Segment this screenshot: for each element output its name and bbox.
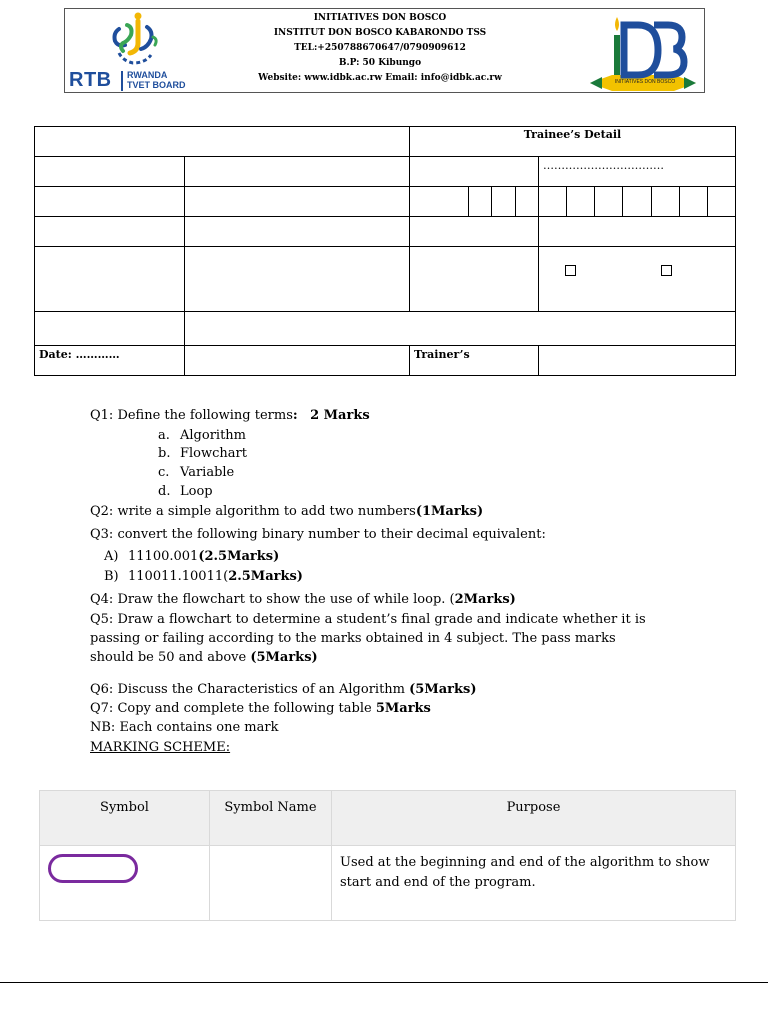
question-5-text-1: Q5: Draw a flowchart to determine a student’s final grade and indicate whether it is (90, 612, 646, 627)
trainer-cell (410, 346, 539, 376)
question-6 (90, 680, 476, 699)
question-5-text-3: should be 50 and above (90, 650, 251, 665)
note (90, 718, 278, 737)
item-marks: 2.5Marks) (228, 569, 303, 584)
list-item (158, 463, 234, 482)
table-cell[interactable] (35, 157, 185, 187)
table-cell (35, 127, 410, 157)
item-text: Variable (180, 465, 235, 480)
flowchart-symbol-table (39, 790, 736, 921)
item-letter: c. (158, 465, 170, 480)
rtb-subtitle (127, 70, 186, 90)
idb-logo (588, 11, 698, 91)
table-row (35, 157, 736, 187)
table-cell[interactable] (35, 312, 185, 346)
school-phone: TEL:+250788670647/0790909612 (294, 43, 466, 53)
org-name: INITIATIVES DON BOSCO (313, 13, 447, 23)
table-cell[interactable] (185, 187, 410, 217)
table-header-row (40, 791, 736, 846)
question-1 (90, 406, 370, 425)
question-1-marks: 2 Marks (310, 408, 370, 423)
digit-boxes-right[interactable] (539, 187, 736, 217)
trainer-signature-cell[interactable] (539, 346, 736, 376)
question-3 (90, 525, 546, 544)
question-2-marks: (1Marks) (415, 504, 484, 519)
purpose-cell: Used at the beginning and end of the algorithm to show start and end of the program. (332, 846, 736, 921)
table-cell[interactable] (185, 157, 410, 187)
question-2-text: Q2: write a simple algorithm to add two numbers (90, 504, 416, 519)
name-dots: …………………………… (543, 159, 664, 172)
list-item (158, 444, 247, 463)
item-text: 110011.10011( (128, 569, 229, 584)
footer-divider (0, 982, 768, 983)
list-item (158, 426, 246, 445)
checkbox-option-2[interactable] (661, 265, 672, 276)
table-cell[interactable] (35, 247, 185, 312)
trainee-detail-title (410, 127, 736, 157)
note-text: NB: Each contains one mark (90, 720, 279, 735)
column-header-purpose: Purpose (332, 791, 736, 846)
question-5-text-2: passing or failing according to the marks obtained in 4 subject. The pass marks (90, 631, 616, 646)
terminal-oval-icon (48, 854, 138, 883)
date-cell[interactable] (35, 346, 185, 376)
table-row (35, 127, 736, 157)
question-7 (90, 699, 431, 718)
school-po-box: B.P: 50 Kibungo (338, 58, 422, 68)
symbol-cell (40, 846, 210, 921)
question-5-line-1 (90, 610, 646, 629)
table-cell[interactable] (539, 217, 736, 247)
question-7-marks: 5Marks (375, 701, 431, 716)
table-cell[interactable] (410, 217, 539, 247)
table-cell[interactable] (185, 217, 410, 247)
document-header (64, 8, 705, 93)
rtb-gear-icon (105, 11, 165, 71)
table-row (35, 217, 736, 247)
question-2 (90, 502, 483, 521)
item-letter: a. (158, 428, 170, 443)
table-cell[interactable] (410, 157, 539, 187)
question-5-line-3 (90, 648, 318, 667)
item-letter: b. (158, 446, 171, 461)
table-cell[interactable] (185, 346, 410, 376)
rtb-sub-line-2: TVET BOARD (127, 80, 186, 90)
list-item (158, 482, 213, 501)
list-item (104, 567, 303, 586)
table-cell[interactable] (35, 187, 185, 217)
rtb-separator (121, 71, 123, 91)
table-cell[interactable] (35, 217, 185, 247)
item-marks: (2.5Marks) (198, 549, 280, 564)
trainee-detail-title-text: Trainee’s Detail (523, 128, 622, 141)
marking-scheme-heading (90, 738, 230, 757)
table-cell[interactable] (185, 247, 410, 312)
name-field-cell[interactable] (539, 157, 736, 187)
date-label: Date: ………… (39, 348, 120, 361)
column-header-symbol: Symbol (40, 791, 210, 846)
question-5-line-2 (90, 629, 616, 648)
question-3-text: Q3: convert the following binary number to their decimal equivalent: (90, 527, 546, 542)
school-web-email: Website: www.idbk.ac.rw Email: info@idbk.ac.rw (258, 73, 502, 83)
school-name: INSTITUT DON BOSCO KABARONDO TSS (273, 28, 487, 38)
trainer-label: Trainer’s (414, 348, 470, 361)
school-info (215, 11, 545, 86)
question-6-marks: (5Marks) (409, 682, 477, 697)
table-cell[interactable] (410, 247, 539, 312)
question-4-marks: 2Marks) (454, 592, 516, 607)
table-row (35, 247, 736, 312)
table-row (40, 846, 736, 921)
question-5-marks: (5Marks) (250, 650, 318, 665)
digit-boxes-left[interactable] (410, 187, 539, 217)
idb-band-label: INITIATIVES DON BOSCO (614, 79, 676, 85)
item-letter: B) (104, 569, 119, 584)
rtb-wordmark: RTB (69, 69, 112, 91)
item-text: Algorithm (180, 428, 246, 443)
marking-scheme-text: MARKING SCHEME: (90, 740, 231, 755)
question-6-text: Q6: Discuss the Characteristics of an Algorithm (90, 682, 410, 697)
item-text: Flowchart (180, 446, 247, 461)
symbol-name-cell[interactable] (210, 846, 332, 921)
rtb-logo (69, 11, 203, 91)
question-4 (90, 590, 516, 609)
list-item (104, 547, 279, 566)
item-letter: A) (104, 549, 119, 564)
table-row (35, 312, 736, 346)
trainee-details-table (34, 126, 736, 376)
table-cell[interactable] (185, 312, 736, 346)
checkbox-cell (539, 247, 736, 312)
question-7-text: Q7: Copy and complete the following table (90, 701, 376, 716)
checkbox-option-1[interactable] (565, 265, 576, 276)
question-1-text: Q1: Define the following terms (90, 408, 293, 423)
column-header-symbol-name: Symbol Name (210, 791, 332, 846)
item-text: 11100.001 (128, 549, 199, 564)
item-text: Loop (180, 484, 213, 499)
question-4-text: Q4: Draw the flowchart to show the use of while loop. ( (90, 592, 455, 607)
table-row (35, 346, 736, 376)
rtb-sub-line-1: RWANDA (127, 70, 168, 80)
question-1-colon: : (292, 408, 298, 423)
table-row (35, 187, 736, 217)
item-letter: d. (158, 484, 171, 499)
